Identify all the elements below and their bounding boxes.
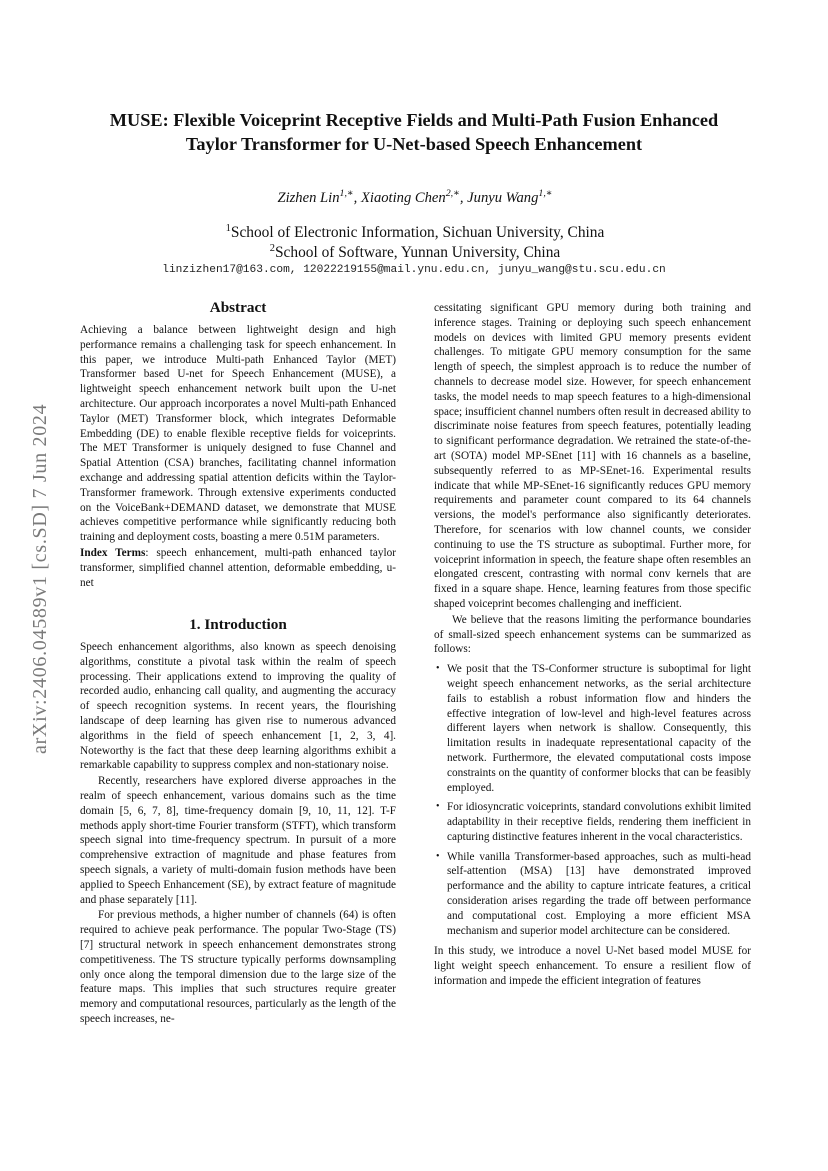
abstract-heading: Abstract — [209, 299, 267, 316]
right-paragraph-1: cessitating significant GPU memory during both training and inference stages. Training or deploying such speech enhancement models on devices with limited GPU memory presents evident challenges. To mitigate GPU memory consumption for the same length of speech, the simplest approach is to reduce the number of channels to decrease model size. However, for speech enhancement tasks, the model needs to map speech features to a high-dimensional space; insufficient channel numbers often result in decreased ability to discriminate noise features from speech features, potentially leading to significant performance degradation. We retrained the state-of-the-art (SOTA) model MP-SEnet [11] with 16 channels as a baseline, subsequently referred to as MP-SEnet-16. Experimental results indicate that while MP-SEnet-16 significantly reduces GPU memory requirements and parameter count compared to its 64 channels versions, the model's performance also significantly deteriorates. Therefore, for scenarios with low channel counts, we consider continuing to use the TS structure as suboptimal. Further more, for voiceprint information in speech, the feature shape often resembles an elongated crescent, contrasting with normal conv kernels that are fixed in a square shape. Hence, learning features from those specific shaped voiceprint becomes challenging and inefficient. — [434, 302, 751, 610]
author-name: Xiaoting Chen — [360, 190, 446, 206]
paper-title — [78, 108, 750, 156]
list-item — [436, 850, 751, 939]
index-terms — [80, 546, 396, 590]
author-emails[interactable]: linzizhen17@163.com, 12022219155@mail.ynu.edu.cn, junyu_wang@stu.scu.edu.cn — [162, 264, 666, 276]
affiliation-1 — [110, 224, 720, 242]
bullet-icon: • — [436, 801, 440, 813]
intro-paragraph: Recently, researchers have explored diverse approaches in the realm of speech enhancement, various domains such as the time domain [5, 6, 7, 8], time-frequency domain [9, 10, 11, 12]. T-F methods apply short-time Fourier transform (STFT), which transform speech signal into time-frequency spectrum. In pursuit of a more comprehensive extraction of magnitude and phase features from speech signals, a variety of multi-domain fusion methods have been applied to Speech Enhancement (SE), by extract feature of magnitude and phase separately [11]. — [80, 775, 396, 906]
author-separator: , — [459, 190, 468, 206]
list-item-text: For idiosyncratic voiceprints, standard convolutions exhibit limited adaptability in their receptive fields, rendering them inefficient in capturing distinctive features inherent in the vocal characteristics. — [447, 801, 751, 843]
right-paragraph-3: In this study, we introduce a novel U-Net based model MUSE for light weight speech enhancement. To ensure a resilient flow of information and impede the efficient integration of features — [434, 945, 751, 988]
bullet-icon: • — [436, 850, 440, 862]
affiliation-mark: 2 — [269, 242, 275, 254]
arxiv-identifier[interactable]: arXiv:2406.04589v1 [cs.SD] 7 Jun 2024 — [29, 403, 51, 754]
list-item — [436, 662, 751, 795]
author-name: Zizhen Lin — [277, 190, 340, 206]
author-affiliation-mark: 1,∗ — [538, 188, 553, 200]
title-line-1: MUSE: Flexible Voiceprint Receptive Fields and Multi-Path Fusion Enhanced — [109, 110, 719, 130]
abstract-body — [80, 323, 396, 591]
list-item-text: We posit that the TS-Conformer structure is suboptimal for light weight speech enhancement networks, as the serial architecture fails to establish a robust information flow and hinders the effective integration of low-level and high-level features across different layers when network is shallow. Consequently, this limitation results in inadequate representational capacity of the network. Furthermore, the elevated computational costs impose constraints on the quantity of conformer blocks that can be feasibly employed. — [447, 663, 751, 794]
bullet-icon: • — [436, 663, 440, 675]
index-terms-label: Index Terms — [80, 546, 146, 559]
list-item — [436, 800, 751, 844]
author-name: Junyu Wang — [467, 190, 539, 206]
title-line-2: Taylor Transformer for U-Net-based Speech Enhancement — [185, 134, 643, 154]
intro-paragraph: Speech enhancement algorithms, also known as speech denoising algorithms, constitute a pivotal task within the realm of speech processing. Their applications extend to improving the quality of recorded audio, enhancing call quality, and augmenting the accuracy of speech recognition systems. In recent years, the flourishing landscape of deep learning has given rise to numerous advanced algorithms in the field of speech enhancement [1, 2, 3, 4]. Noteworthy is the fact that these deep learning algorithms exhibit a remarkable capability to suppress complex and non-stationary noise. — [80, 641, 396, 772]
intro-paragraph: For previous methods, a higher number of channels (64) is often required to achieve peak performance. The popular Two-Stage (TS) [7] structural network in speech enhancement demonstrates strong competitiveness. The TS structure typically performs downsampling only once along the temporal dimension due to the large size of the feature maps. This implies that such structures require greater memory and computational resources, particularly as the length of the speech increases, ne- — [80, 909, 396, 1025]
right-column-body — [434, 301, 751, 990]
affiliation-2 — [110, 244, 720, 262]
right-paragraph-2: We believe that the reasons limiting the performance boundaries of small-sized speech enhancement systems can be summarized as follows: — [434, 613, 751, 656]
abstract-text: Achieving a balance between lightweight design and high performance remains a challenging task for speech enhancement. In this paper, we introduce Multi-path Enhanced Taylor (MET) Transformer based U-net for Speech Enhancement (MUSE), a lightweight speech enhancement network built upon the U-net architecture. Our approach incorporates a novel Multi-path Enhanced Taylor (MET) Transformer block, which integrates Deformable Embedding (DE) to enable flexible receptive fields for voiceprints. The MET Transformer is uniquely designed to fuse Channel and Spatial Attention (CSA) branches, facilitating channel information exchange and addressing spatial attention deficits within the Taylor-Transformer framework. Through extensive experiments conducted on the VoiceBank+DEMAND dataset, we demonstrate that MUSE achieves competitive performance while significantly reducing both training and deployment costs, boasting a mere 0.51M parameters. — [80, 324, 396, 544]
list-item-text: While vanilla Transformer-based approaches, such as multi-head self-attention (MSA) [13] have demonstrated improved performance and the ability to capture intricate features, a critical consideration arises regarding the trade off between performance and computational cost. Employing a more efficient MSA mechanism and superior model architecture can be considered. — [447, 850, 751, 937]
affiliation-text: School of Software, Yunnan University, China — [274, 244, 561, 261]
introduction-heading: 1. Introduction — [189, 616, 287, 633]
index-terms-text: : speech enhancement, multi-path enhanced taylor transformer, simplified channel attention, deformable embedding, u-net — [80, 546, 396, 589]
limitations-list — [434, 662, 751, 938]
author-list — [110, 190, 720, 207]
affiliation-mark: 1 — [225, 222, 231, 234]
author-affiliation-mark: 1,∗ — [339, 188, 354, 200]
author-affiliation-mark: 2,∗ — [445, 188, 460, 200]
author-separator: , — [353, 190, 361, 206]
introduction-body — [80, 640, 396, 1028]
affiliation-text: School of Electronic Information, Sichuan University, China — [230, 224, 605, 241]
